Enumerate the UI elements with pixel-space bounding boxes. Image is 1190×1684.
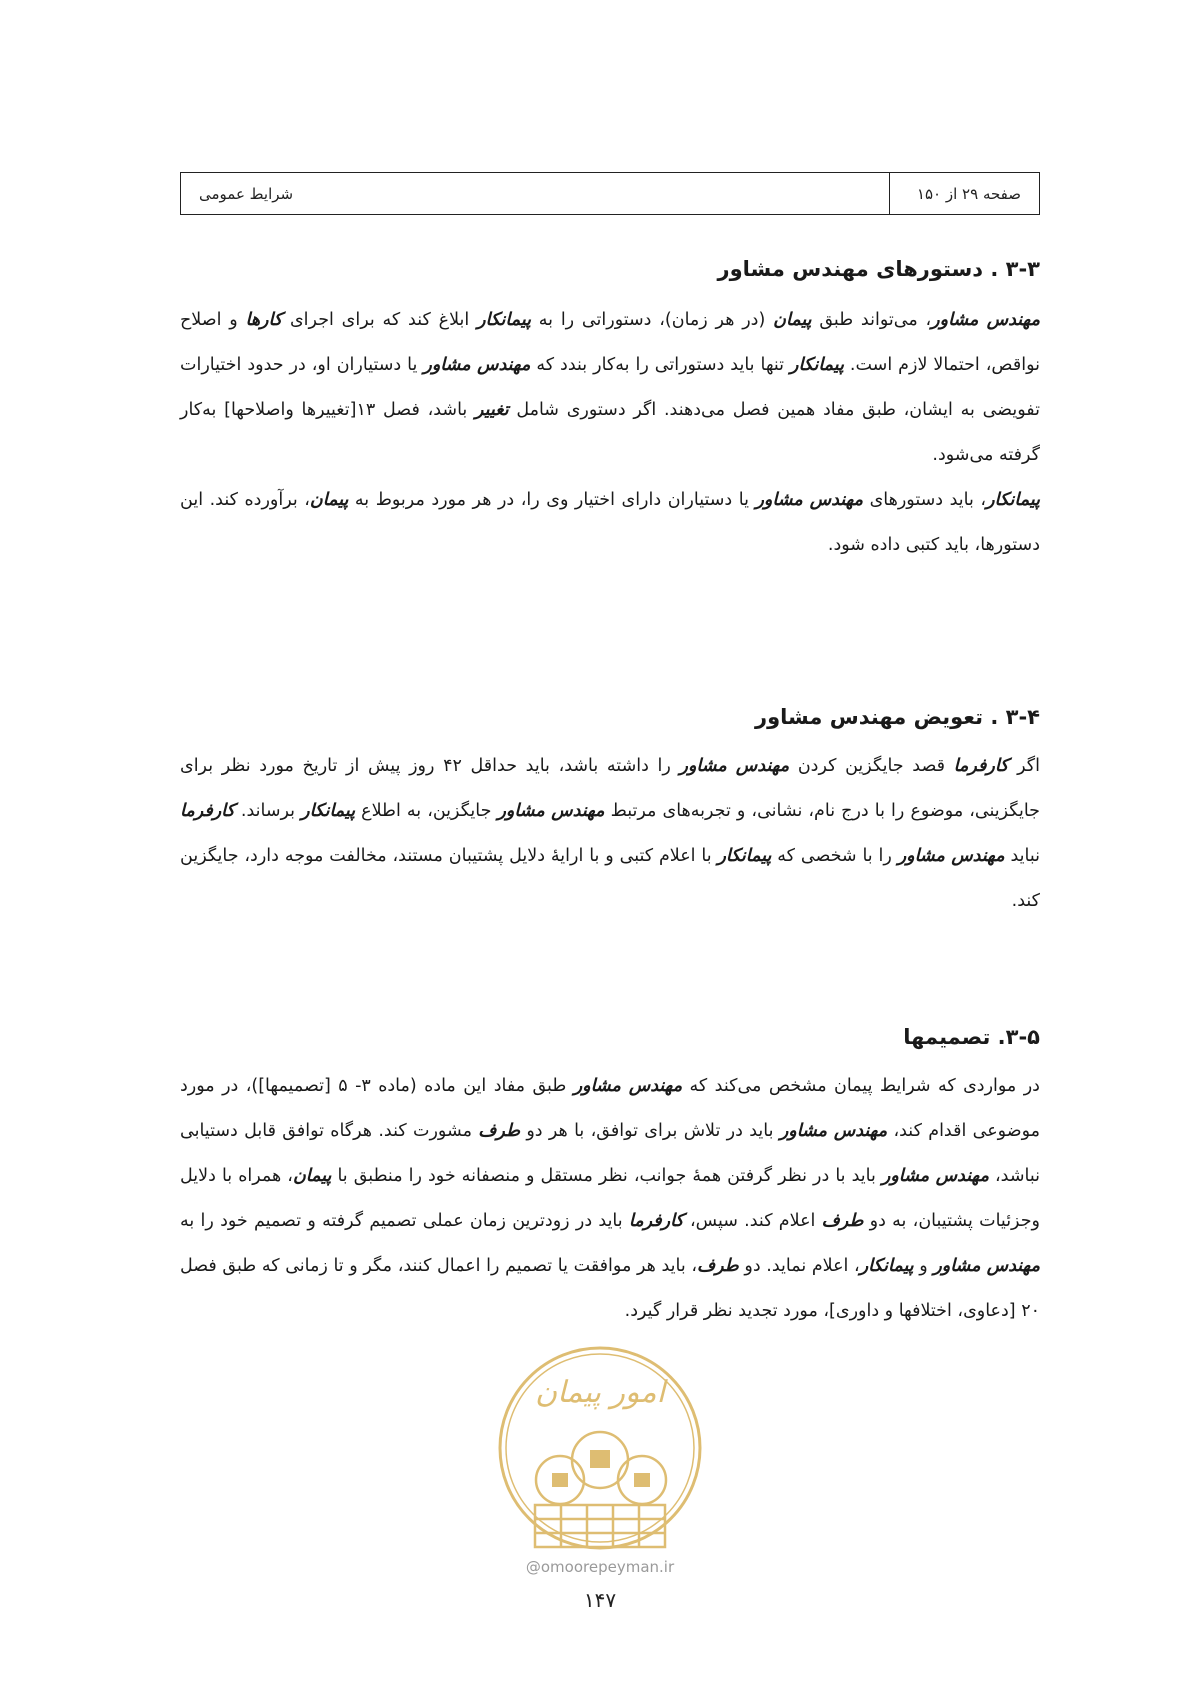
defined-term: طرف xyxy=(478,1121,521,1141)
text-run: در مواردی که شرایط پیمان مشخص می‌کند که xyxy=(682,1076,1040,1096)
section-title: ۳-۳ . دستورهای مهندس مشاور xyxy=(717,257,1040,281)
defined-term: مهندس مشاور xyxy=(897,846,1005,866)
text-run: را با شخصی که xyxy=(771,846,898,866)
defined-term: طرف xyxy=(821,1211,864,1231)
defined-term: مهندس مشاور xyxy=(497,801,605,821)
section-title: ۳-۵. تصمیمها xyxy=(903,1025,1040,1049)
text-run: باید در تلاش برای توافق، با هر دو xyxy=(520,1121,780,1141)
defined-term: پیمان xyxy=(292,1166,332,1186)
text-run: یا دستیاران دارای اختیار وی را، در هر مورد مربوط به xyxy=(348,490,756,510)
section-3-3 xyxy=(180,252,1040,568)
paragraph xyxy=(180,298,1040,478)
text-run: مشورت کند. هرگاه توافق قابل دستیابی نباشد، xyxy=(180,1121,1040,1186)
defined-term: پیمان xyxy=(309,490,349,510)
defined-term: مهندس مشاور xyxy=(755,490,864,510)
defined-term: تغییر xyxy=(475,400,509,420)
defined-term: مهندس مشاور xyxy=(679,756,790,776)
text-run: اعلام کند. سپس، xyxy=(683,1211,822,1231)
paragraph xyxy=(180,744,1040,924)
text-run: (در هر زمان)، دستوراتی را به xyxy=(530,310,774,330)
defined-term: پیمانکار xyxy=(717,846,772,866)
text-run: ، برآورده کند. این دستورها، باید کتبی داده شود. xyxy=(180,490,1040,555)
text-run: ، همراه با دلایل وجزئیات پشتیبان، به دو xyxy=(180,1166,1040,1231)
defined-term: مهندس مشاور xyxy=(779,1121,888,1141)
text-run: و اصلاح نواقص، احتمالا لازم است. xyxy=(180,310,1040,375)
text-run: ، اعلام نماید. دو xyxy=(738,1256,860,1276)
defined-term: کارفرما xyxy=(953,756,1009,776)
defined-term: کارها xyxy=(245,310,283,330)
watermark-url: @omoorepeyman.ir xyxy=(525,1558,675,1576)
text-run: جایگزین، به اطلاع xyxy=(355,801,498,821)
defined-term: پیمانکار xyxy=(477,310,531,330)
text-run: باید با در نظر گرفتن همۀ جوانب، نظر مستقل و منصفانه خود را منطبق با xyxy=(331,1166,882,1186)
section-3-4 xyxy=(180,700,1040,924)
text-run: باید در زودترین زمان عملی تصمیم گرفته و تصمیم خود را به xyxy=(180,1211,629,1231)
defined-term: مهندس مشاور xyxy=(573,1076,683,1096)
text-run: قصد جایگزین کردن xyxy=(789,756,954,776)
watermark-logo xyxy=(480,1330,720,1580)
defined-term: پیمانکار xyxy=(859,1256,914,1276)
defined-term: مهندس مشاور xyxy=(933,1256,1040,1276)
defined-term: پیمانکار xyxy=(790,355,844,375)
paragraph xyxy=(180,1064,1040,1334)
defined-term: مهندس مشاور xyxy=(931,310,1040,330)
document-title: شرایط عمومی xyxy=(199,184,294,203)
text-run: یا دستیاران او، در حدود اختیارات تفویضی به ایشان، طبق مفاد همین فصل می‌دهند. اگر دستوری شامل xyxy=(180,355,1040,420)
section-title: ۳-۴ . تعویض مهندس مشاور xyxy=(755,705,1040,729)
defined-term: طرف xyxy=(697,1256,739,1276)
defined-term: کارفرما xyxy=(628,1211,684,1231)
text-run: ، باید دستورهای xyxy=(863,490,987,510)
watermark-logo-text: امور پیمان xyxy=(535,1375,665,1410)
text-run: طبق مفاد این ماده (ماده ۳- ۵ [تصمیمها])، در مورد موضوعی اقدام کند، xyxy=(180,1076,1040,1141)
text-run: باشد، فصل ۱۳[تغییرها واصلاحها] به‌کار گرفته می‌شود. xyxy=(180,400,1040,465)
text-run: ابلاغ کند که برای اجرای xyxy=(282,310,478,330)
page-info: صفحه ۲۹ از ۱۵۰ xyxy=(889,173,1039,214)
text-run: ، می‌تواند طبق xyxy=(811,310,932,330)
defined-term: پیمان xyxy=(773,310,812,330)
text-run: اگر xyxy=(1008,756,1040,776)
text-run: با اعلام کتبی و با ارایۀ دلایل پشتیبان مستند، مخالفت موجه دارد، جایگزین کند. xyxy=(180,846,1040,911)
text-run: را داشته باشد، باید حداقل ۴۲ روز پیش از تاریخ مورد نظر برای جایگزینی، موضوع را با درج نام، نشانی، و تجربه‌های مرتبط xyxy=(180,756,1040,821)
defined-term: مهندس مشاور xyxy=(881,1166,989,1186)
defined-term: پیمانکار xyxy=(301,801,356,821)
text-run: نباید xyxy=(1004,846,1041,866)
text-run: ، باید هر موافقت یا تصمیم را اعمال کنند، مگر و تا زمانی که طبق فصل ۲۰ [دعاوی، اختلافها و داوری]، مورد تجدید نظر قرار گیرد. xyxy=(180,1256,1040,1321)
defined-term: پیمانکار xyxy=(986,490,1040,510)
text-run: و xyxy=(913,1256,934,1276)
text-run: برساند. xyxy=(234,801,302,821)
text-run: تنها باید دستوراتی را به‌کار بندد که xyxy=(530,355,791,375)
defined-term: کارفرما xyxy=(180,801,235,821)
section-3-5 xyxy=(180,1020,1040,1334)
page-number: ۱۴۷ xyxy=(583,1588,617,1612)
page-header-table xyxy=(180,172,1040,215)
defined-term: مهندس مشاور xyxy=(423,355,531,375)
paragraph xyxy=(180,478,1040,568)
